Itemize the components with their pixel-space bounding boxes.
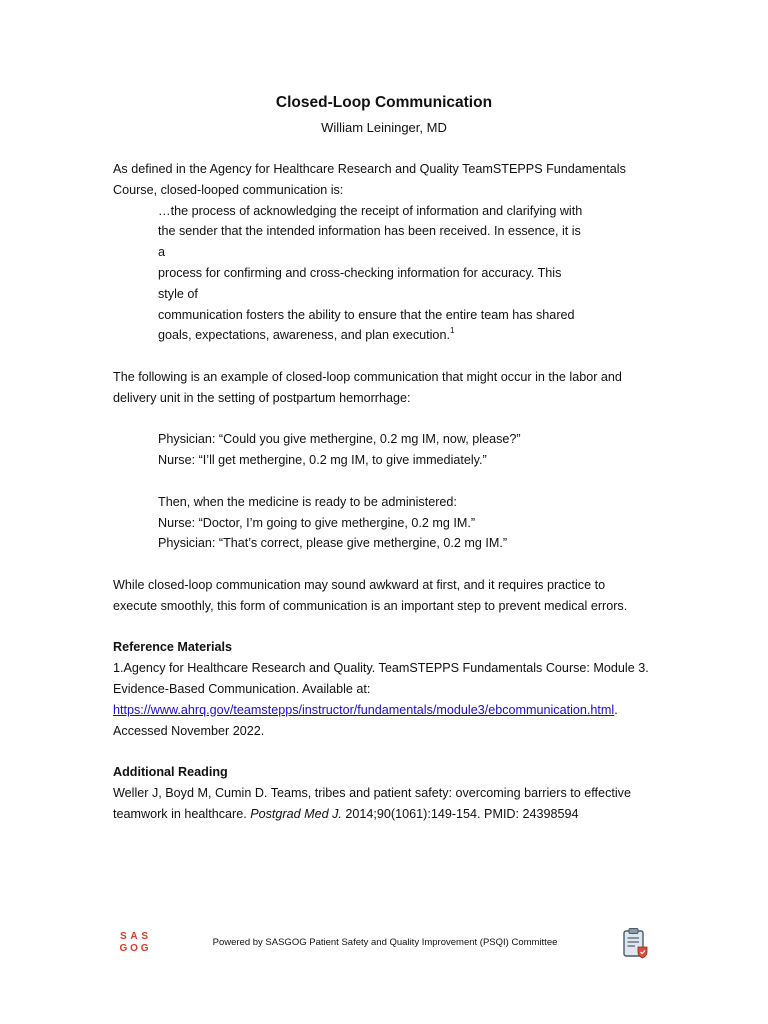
additional-heading: Additional Reading xyxy=(113,765,228,780)
footer-text: Powered by SASGOG Patient Safety and Quality Improvement (PSQI) Committee xyxy=(212,937,558,948)
closing-text: While closed-loop communication may sound awkward at first, and it requires practice to xyxy=(113,577,606,592)
additional-text xyxy=(113,804,653,825)
reference-url-line xyxy=(113,700,653,721)
quote-line xyxy=(158,325,588,346)
journal-name: Postgrad Med J. xyxy=(250,806,342,821)
reference-url-suffix: . xyxy=(614,702,618,717)
reference-link[interactable]: https://www.ahrq.gov/teamstepps/instructor/fundamentals/module3/ebcommunication.html xyxy=(113,702,615,717)
logo-letter: G xyxy=(140,943,149,954)
page-footer xyxy=(0,929,768,959)
dialogue-line: Nurse: “I’ll get methergine, 0.2 mg IM, to give immediately.” xyxy=(158,453,487,468)
quote-line: the sender that the intended information has been received. In essence, it is a xyxy=(158,224,581,260)
author-line: William Leininger, MD xyxy=(321,120,447,135)
dialogue-line: Physician: “Could you give methergine, 0.2 mg IM, now, please?” xyxy=(158,432,521,447)
dialogue-line: Then, when the medicine is ready to be administered: xyxy=(158,494,457,509)
document-body xyxy=(113,159,653,825)
clipboard-icon xyxy=(621,927,649,959)
closing-text: execute smoothly, this form of communication is an important step to prevent medical errors. xyxy=(113,598,628,613)
quote-line: process for confirming and cross-checking information for accuracy. This style of xyxy=(158,265,562,301)
additional-text: Weller J, Boyd M, Cumin D. Teams, tribes and patient safety: overcoming barriers to effective xyxy=(113,785,631,800)
intro-text: Course, closed-looped communication is: xyxy=(113,182,344,197)
quote-line: communication fosters the ability to ensure that the entire team has shared xyxy=(158,307,575,322)
dialogue-line: Physician: “That’s correct, please give methergine, 0.2 mg IM.” xyxy=(158,536,508,551)
reference-text: 1.Agency for Healthcare Research and Quality. TeamSTEPPS Fundamentals Course: Module 3. xyxy=(113,661,649,676)
quote-line: …the process of acknowledging the receipt of information and clarifying with xyxy=(158,203,583,218)
dialogue-block-2 xyxy=(113,492,653,554)
footnote-marker: 1 xyxy=(449,326,455,336)
quote-line-text: goals, expectations, awareness, and plan execution. xyxy=(158,328,450,343)
logo-letter: A xyxy=(130,931,138,942)
citation-suffix: 2014;90(1061):149-154. PMID: 24398594 xyxy=(341,806,579,821)
logo-letter: S xyxy=(141,931,148,942)
logo-letter: S xyxy=(119,931,127,942)
page-title: Closed-Loop Communication xyxy=(275,94,493,111)
reference-text: Evidence-Based Communication. Available at: xyxy=(113,681,371,696)
citation-prefix: teamwork in healthcare. xyxy=(113,806,251,821)
dialogue-block-1 xyxy=(113,429,653,471)
example-intro: delivery unit in the setting of postpartum hemorrhage: xyxy=(113,390,411,405)
definition-quote xyxy=(113,201,588,347)
reference-text: Accessed November 2022. xyxy=(113,723,265,738)
reference-heading: Reference Materials xyxy=(113,640,233,655)
logo-letter: O xyxy=(130,943,138,954)
dialogue-line: Nurse: “Doctor, I’m going to give methergine, 0.2 mg IM.” xyxy=(158,515,476,530)
example-intro: The following is an example of closed-loop communication that might occur in the labor and xyxy=(113,369,622,384)
intro-text: As defined in the Agency for Healthcare Research and Quality TeamSTEPPS Fundamentals xyxy=(113,162,626,176)
logo-letter: G xyxy=(119,943,128,954)
